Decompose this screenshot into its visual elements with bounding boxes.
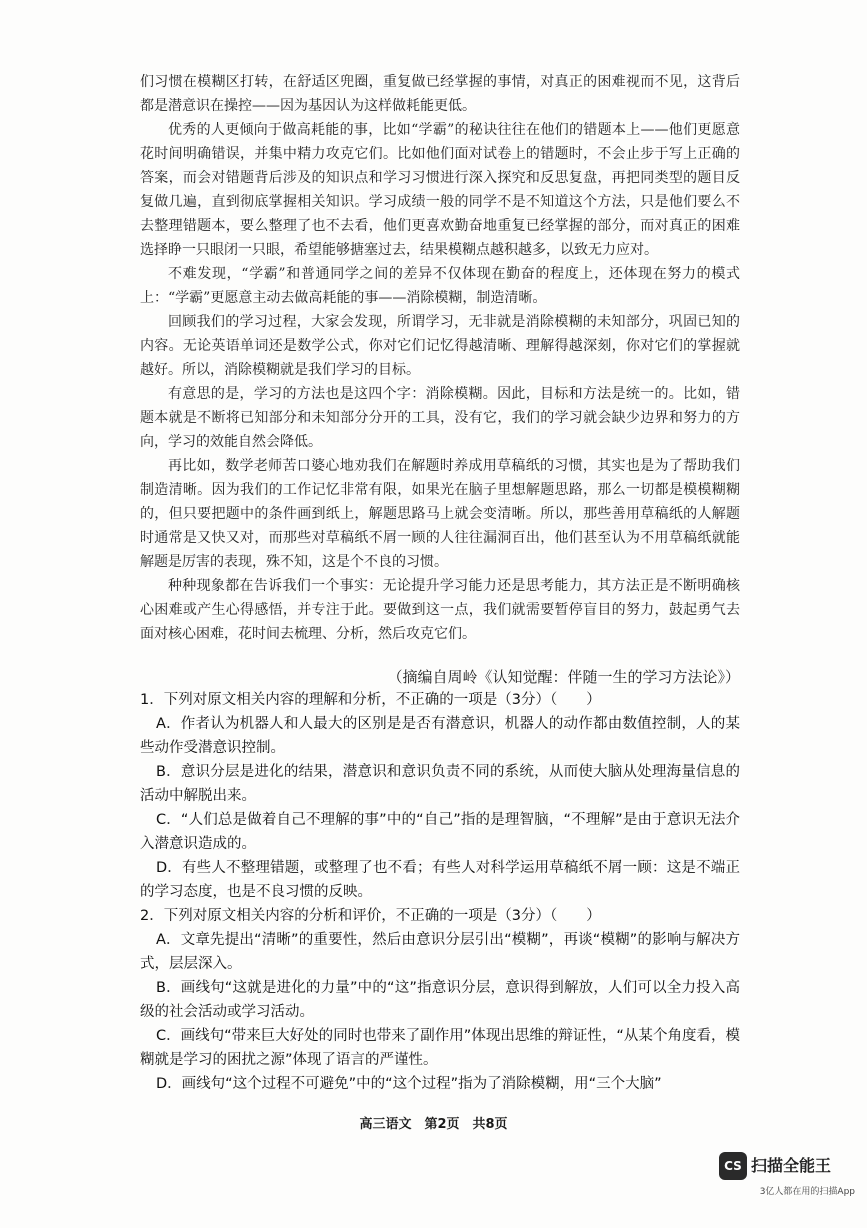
page-footer: 高三语文 第2页 共8页 [359, 1117, 508, 1132]
question-option: B．意识分层是进化的结果，潜意识和意识负责不同的系统，从而使大脑从处理海量信息的活动中解脱出来。 [140, 764, 740, 804]
question-stem: 2．下列对原文相关内容的分析和评价，不正确的一项是（3分）（ ） [140, 908, 601, 924]
passage-paragraph: 有意思的是，学习的方法也是这四个字：消除模糊。因此，目标和方法是统一的。比如，错题本就是不断将已知部分和未知部分分开的工具，没有它，我们的学习就会缺少边界和努力的方向，学习的效能自然会降低。 [140, 386, 740, 450]
question-list [140, 688, 740, 1096]
question-option: D．有些人不整理错题，或整理了也不看；有些人对科学运用草稿纸不屑一顾：这是不端正的学习态度，也是不良习惯的反映。 [140, 860, 740, 900]
passage-paragraph: 再比如，数学老师苦口婆心地劝我们在解题时养成用草稿纸的习惯，其实也是为了帮助我们制造清晰。因为我们的工作记忆非常有限，如果光在脑子里想解题思路，那么一切都是模模糊糊的，但只要把题中的条件画到纸上，解题思路马上就会变清晰。所以，那些善用草稿纸的人解题时通常是又快又对，而那些对草稿纸不屑一顾的人往往漏洞百出，他们甚至认为不用草稿纸就能解题是厉害的表现，殊不知，这是个不良的习惯。 [140, 458, 740, 570]
question-option: D．画线句“这个过程不可避免”中的“这个过程”指为了消除模糊，用“三个大脑” [155, 1076, 662, 1092]
passage-paragraph: 不难发现，“学霸”和普通同学之间的差异不仅体现在勤奋的程度上，还体现在努力的模式上：“学霸”更愿意主动去做高耗能的事——消除模糊，制造清晰。 [140, 266, 740, 306]
passage-paragraph: 回顾我们的学习过程，大家会发现，所谓学习，无非就是消除模糊的未知部分，巩固已知的内容。无论英语单词还是数学公式，你对它们记忆得越清晰、理解得越深刻，你对它们的掌握就越好。所以，消除模糊就是我们学习的目标。 [140, 314, 740, 378]
question-stem: 1．下列对原文相关内容的理解和分析，不正确的一项是（3分）（ ） [140, 692, 601, 708]
question-option: C．“人们总是做着自己不理解的事”中的“自己”指的是理智脑，“不理解”是由于意识无法介入潜意识造成的。 [140, 812, 740, 852]
scanner-watermark [715, 1150, 855, 1210]
question-option: A．文章先提出“清晰”的重要性，然后由意识分层引出“模糊”，再谈“模糊”的影响与解决方式，层层深入。 [140, 932, 740, 972]
passage-paragraph: 优秀的人更倾向于做高耗能的事，比如“学霸”的秘诀往往在他们的错题本上——他们更愿意花时间明确错误，并集中精力攻克它们。比如他们面对试卷上的错题时，不会止步于写上正确的答案，而会对错题背后涉及的知识点和学习习惯进行深入探究和反思复盘，再把同类型的题目反复做几遍，直到彻底掌握相关知识。学习成绩一般的同学不是不知道这个方法，只是他们要么不去整理错题本，要么整理了也不去看，他们更喜欢勤奋地重复已经掌握的部分，而对真正的困难选择睁一只眼闭一只眼，希望能够搪塞过去，结果模糊点越积越多，以致无力应对。 [140, 122, 740, 258]
question-option: A．作者认为机器人和人最大的区别是是否有潜意识，机器人的动作都由数值控制，人的某些动作受潜意识控制。 [140, 716, 740, 756]
question-option: B．画线句“这就是进化的力量”中的“这”指意识分层，意识得到解放，人们可以全力投入高级的社会活动或学习活动。 [140, 980, 740, 1020]
camscanner-logo-icon: CS [719, 1152, 747, 1180]
passage-paragraph: 种种现象都在告诉我们一个事实：无论提升学习能力还是思考能力，其方法正是不断明确核心困难或产生心得感悟，并专注于此。要做到这一点，我们就需要暂停盲目的努力，鼓起勇气去面对核心困难，花时间去梳理、分析，然后攻克它们。 [140, 578, 740, 642]
reading-passage [140, 70, 740, 646]
watermark-app-name: 扫描全能王 [751, 1156, 832, 1175]
source-citation: （摘编自周岭《认知觉醒：伴随一生的学习方法论》） [387, 668, 740, 686]
question-option: C．画线句“带来巨大好处的同时也带来了副作用”体现出思维的辩证性，“从某个角度看，模糊就是学习的困扰之源”体现了语言的严谨性。 [140, 1028, 740, 1068]
watermark-tagline: 3亿人都在用的扫描App [759, 1187, 855, 1197]
passage-paragraph: 们习惯在模糊区打转，在舒适区兜圈，重复做已经掌握的事情，对真正的困难视而不见，这背后都是潜意识在操控——因为基因认为这样做耗能更低。 [140, 74, 740, 114]
